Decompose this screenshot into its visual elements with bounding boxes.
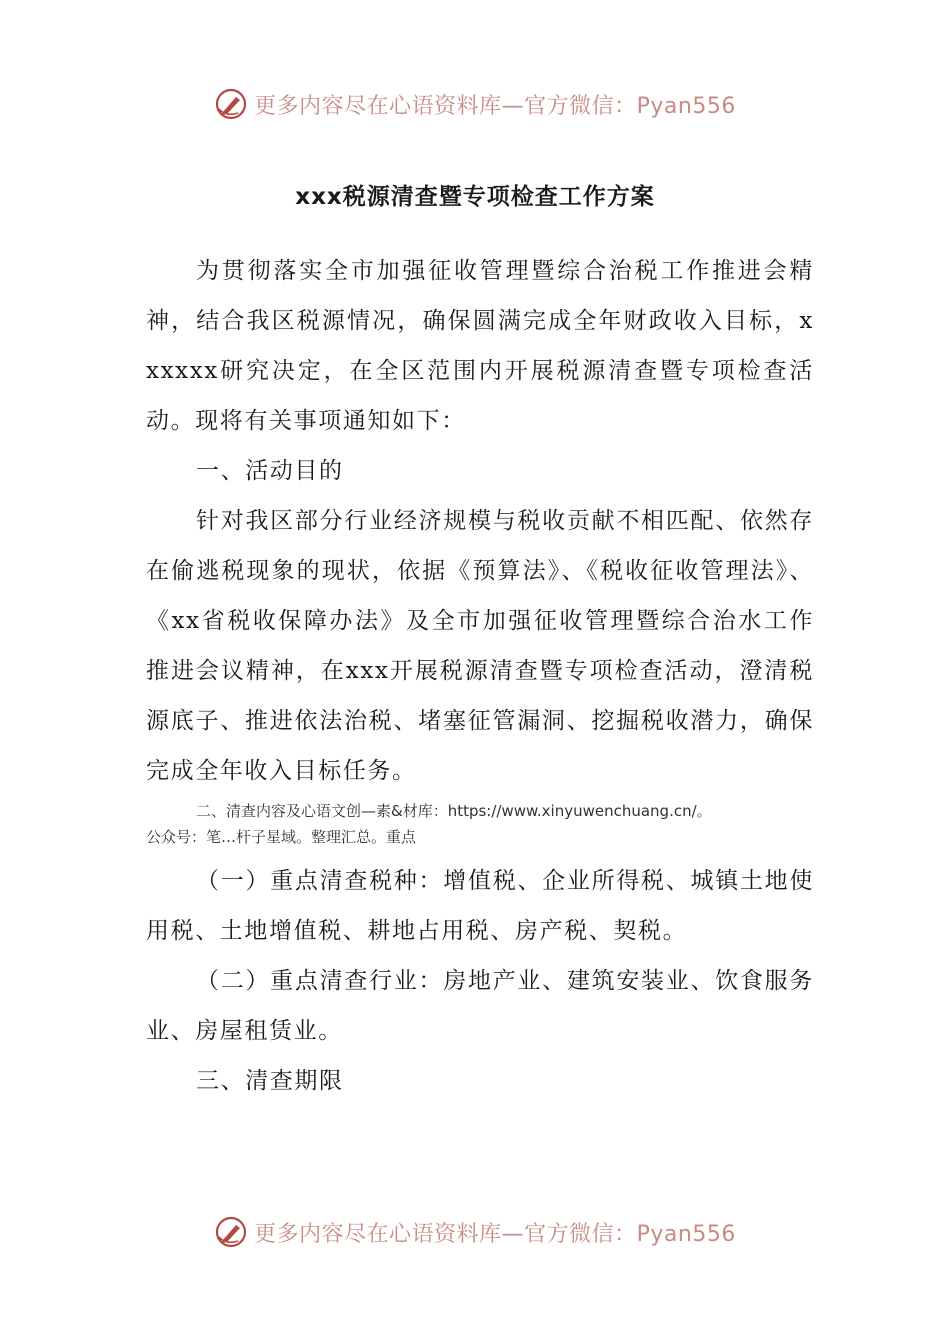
- section1-heading: 一、活动目的: [196, 458, 344, 484]
- section2-line1: 二、清查内容及心语文创—素&材库：https://www.xinyuwenchuang.cn/。: [196, 802, 712, 820]
- watermark-text: 更多内容尽在心语资料库—官方微信：Pyan556: [254, 93, 736, 119]
- watermark-text: 更多内容尽在心语资料库—官方微信：Pyan556: [254, 1221, 736, 1247]
- section2-heading: [146, 798, 814, 850]
- pen-logo-icon: [214, 87, 248, 121]
- section1-body: 针对我区部分行业经济规模与税收贡献不相匹配、依然存在偷逃税现象的现状，依据《预算法》、《税收征收管理法》、《xx省税收保障办法》及全市加强征收管理暨综合治水工作推进会议精神，在xxx开展税源清查暨专项检查活动，澄清税源底子、推进依法治税、堵塞征管漏洞、挖掘税收潜力，确保完成全年收入目标任务。: [146, 508, 814, 784]
- header-watermark: [0, 84, 950, 124]
- section2-line2: 公众号：笔…杆子星域。整理汇总。重点: [146, 828, 417, 846]
- document-title: xxx税源清查暨专项检查工作方案: [295, 184, 655, 210]
- item2-paragraph: （二）重点清查行业：房地产业、建筑安装业、饮食服务业、房屋租赁业。: [146, 968, 814, 1044]
- document-body: [146, 246, 814, 1106]
- item1-paragraph: （一）重点清查税种：增值税、企业所得税、城镇土地使用税、土地增值税、耕地占用税、房产税、契税。: [146, 868, 814, 944]
- section3-heading: 三、清查期限: [196, 1068, 344, 1094]
- intro-paragraph: 为贯彻落实全市加强征收管理暨综合治税工作推进会精神，结合我区税源情况，确保圆满完成全年财政收入目标，xxxxxx研究决定，在全区范围内开展税源清查暨专项检查活动。现将有关事项通知如下：: [146, 258, 814, 434]
- pen-logo-icon: [214, 1215, 248, 1249]
- footer-watermark: [0, 1212, 950, 1252]
